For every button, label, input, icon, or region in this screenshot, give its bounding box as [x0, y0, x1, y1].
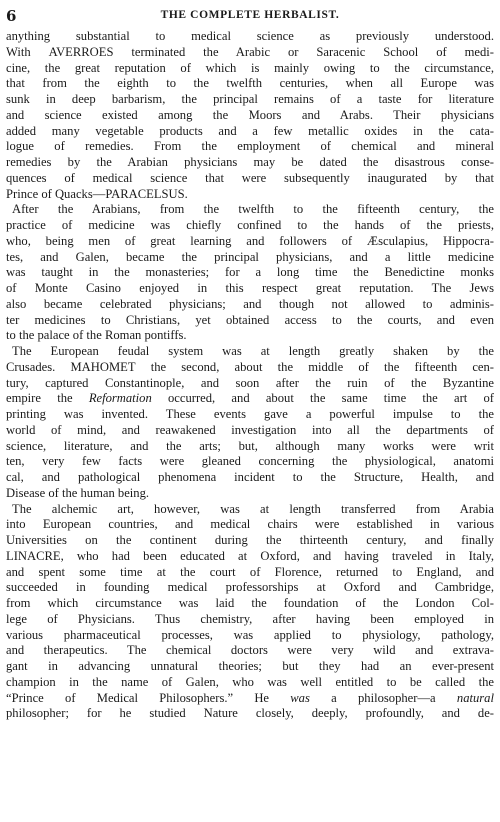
- text-line: of Monte Casino enjoyed in this respect great reputation. The Jews: [6, 281, 494, 295]
- page-header: [6, 7, 494, 27]
- text-line: quences of medical science that were subsequently inaugurated by that: [6, 170, 494, 185]
- paragraph: [6, 344, 494, 502]
- text-line: cine, the great reputation of which is mainly owing to the circumstance,: [6, 60, 494, 75]
- text-line: added many vegetable products and a few metallic oxides in the cata-: [6, 123, 494, 138]
- text-line: ter medicines to Christians, yet obtained access to the courts, and even: [6, 312, 494, 327]
- proper-name: LINACRE: [6, 548, 61, 563]
- text-line: LINACRE, who had been educated at Oxford, and having traveled in Italy,: [6, 548, 494, 563]
- text-line: Disease of the human being.: [6, 485, 150, 500]
- text-line: who, being men of great learning and followers of Æsculapius, Hippocra-: [6, 233, 494, 248]
- text-line: also became celebrated physicians; and though not allowed to adminis-: [6, 296, 494, 311]
- emphasis: was: [269, 690, 332, 705]
- emphasis: natural: [456, 690, 494, 705]
- proper-name: MAHOMET: [70, 359, 136, 374]
- text-line: logue of remedies. From the employment of chemical and mineral: [6, 139, 494, 154]
- paragraph: [6, 29, 494, 202]
- text-line: remedies by the Arabian physicians may be dated the disastrous conse-: [6, 155, 494, 169]
- proper-name: PARACELSUS: [105, 186, 185, 201]
- text-line: tes, and Galen, became the principal physicians, and a little medicine: [6, 249, 494, 264]
- text-line: and science existed among the Moors and Arabs. Their physicians: [6, 107, 494, 122]
- text-line: was taught in the monasteries; for a long time the Benedictine monks: [6, 265, 494, 280]
- text-line: various pharmaceutical processes, was applied to physiology, pathology,: [6, 627, 494, 642]
- text-line: empire the Reformation occurred, and about the same time the art of: [6, 391, 494, 406]
- text-line: lege of Physicians. Thus chemistry, after having been employed in: [6, 611, 494, 626]
- text-line: printing was invented. These events gave a powerful impulse to the: [6, 407, 494, 421]
- text-line: science, literature, and the arts; but, although many works were writ: [6, 438, 494, 453]
- text-line: succeeded in founding medical professorships at Oxford and Cambridge,: [6, 580, 494, 595]
- text-line: into European countries, and medical chairs were established in various: [6, 517, 494, 532]
- text-line: After the Arabians, from the twelfth to the fifteenth century, the: [12, 202, 494, 217]
- text-line: champion in the name of Galen, who was well entitled to be called the: [6, 674, 494, 689]
- text-line: and spent some time at the court of Florence, returned to England, and: [6, 564, 494, 579]
- text-line: sunk in deep barbarism, the principal remains of a taste for literature: [6, 92, 494, 106]
- text-line: and therapeutics. The chemical doctors were very wild and extrava-: [6, 643, 494, 658]
- text-line: that from the eighth to the twelfth centuries, when all Europe was: [6, 76, 494, 91]
- text-line: cal, and pathological phenomena incident to the Structure, Health, and: [6, 470, 494, 484]
- body-text: [6, 29, 494, 722]
- paragraph: [6, 502, 494, 723]
- text-line: gant in advancing unnatural theories; but they had an ever-present: [6, 659, 494, 673]
- page-number: 6: [6, 7, 17, 25]
- text-line: to the palace of the Roman pontiffs.: [6, 328, 187, 343]
- text-line: The European feudal system was at length greatly shaken by the: [12, 344, 494, 358]
- text-line: Universities on the continent during the thirteenth century, and finally: [6, 533, 494, 547]
- text-line: philosopher; for he studied Nature closely, deeply, profoundly, and de-: [6, 706, 494, 721]
- text-line: Crusades. MAHOMET the second, about the middle of the fifteenth cen-: [6, 359, 494, 374]
- proper-name: AVERROES: [48, 44, 114, 59]
- paragraph: [6, 202, 494, 344]
- text-line: With AVERROES terminated the Arabic or Saracenic School of medi-: [6, 44, 494, 59]
- text-line: ten, very few facts were gleaned concerning the physiological, anatomi: [6, 454, 494, 469]
- text-line: Prince of Quacks—PARACELSUS.: [6, 186, 188, 201]
- running-head: THE COMPLETE HERBALIST.: [160, 9, 340, 21]
- text-line: world of mind, and reawakened investigation into all the departments of: [6, 422, 494, 437]
- emphasis: Reformation: [88, 391, 152, 406]
- text-line: “Prince of Medical Philosophers.” He was a philosopher—a natural: [6, 690, 494, 705]
- text-line: anything substantial to medical science as previously understood.: [6, 29, 494, 43]
- text-line: practice of medicine was chiefly confined to the hands of the priests,: [6, 218, 494, 232]
- text-line: from which circumstance was laid the foundation of the London Col-: [6, 596, 494, 610]
- text-line: The alchemic art, however, was at length transferred from Arabia: [12, 501, 494, 516]
- text-line: tury, captured Constantinople, and soon after the ruin of the Byzantine: [6, 375, 494, 390]
